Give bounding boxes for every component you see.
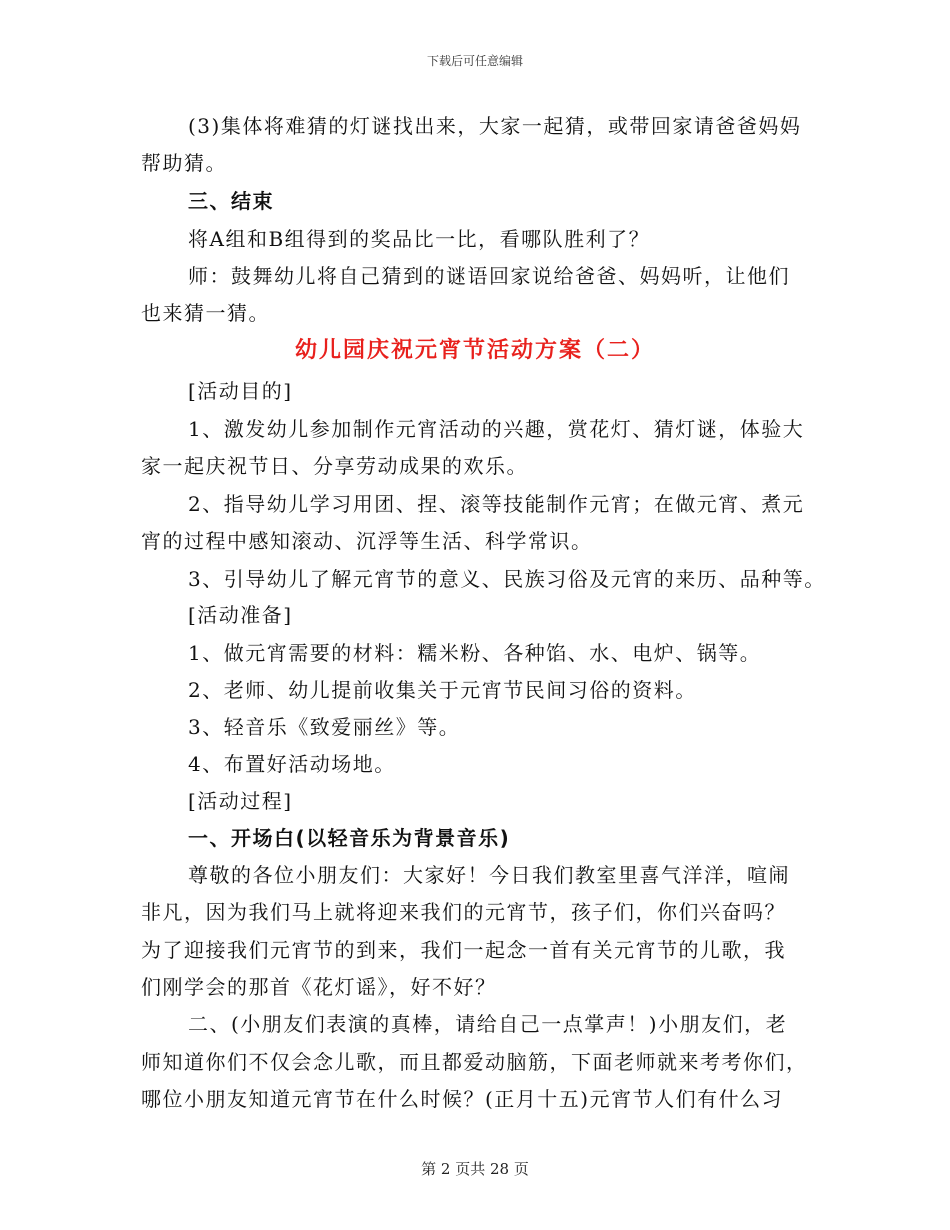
goal-1-line-1: 1、激发幼儿参加制作元宵活动的兴趣，赏花灯、猜灯谜，体验大 xyxy=(188,417,805,441)
compare-line: 将A组和B组得到的奖品比一比，看哪队胜利了？ xyxy=(188,227,651,251)
prep-heading: [活动准备] xyxy=(188,603,293,627)
step-1-line-1: 尊敬的各位小朋友们：大家好！今日我们教室里喜气洋洋，喧闹 xyxy=(188,863,790,887)
step-1-line-2: 非凡，因为我们马上就将迎来我们的元宵节，孩子们，你们兴奋吗？ xyxy=(141,900,786,924)
item-3-line-1: (3)集体将难猜的灯谜找出来，大家一起猜，或带回家请爸爸妈妈 xyxy=(188,114,802,138)
process-heading: [活动过程] xyxy=(188,789,293,813)
document-title: 幼儿园庆祝元宵节活动方案（二） xyxy=(294,338,655,363)
goal-1-line-2: 家一起庆祝节日、分享劳动成果的欢乐。 xyxy=(141,454,528,478)
item-3-line-2: 帮助猜。 xyxy=(141,151,227,175)
prep-item-2: 2、老师、幼儿提前收集关于元宵节民间习俗的资料。 xyxy=(188,678,697,702)
prep-item-4: 4、布置好活动场地。 xyxy=(188,752,396,776)
teacher-line-2: 也来猜一猜。 xyxy=(141,301,270,325)
goal-2-line-1: 2、指导幼儿学习用团、捏、滚等技能制作元宵；在做元宵、煮元 xyxy=(188,492,805,516)
teacher-line-1: 师：鼓舞幼儿将自己猜到的谜语回家说给爸爸、妈妈听，让他们 xyxy=(188,264,790,288)
goal-3: 3、引导幼儿了解元宵节的意义、民族习俗及元宵的来历、品种等。 xyxy=(188,567,826,591)
page-footer: 第 2 页共 28 页 xyxy=(421,1160,529,1178)
step-2-line-1: 二、(小朋友们表演的真棒，请给自己一点掌声！)小朋友们，老 xyxy=(188,1012,788,1036)
step-2-line-2: 师知道你们不仅会念儿歌，而且都爱动脑筋，下面老师就来考考你们， xyxy=(141,1050,808,1074)
goals-heading: [活动目的] xyxy=(188,379,293,403)
step-1-heading: 一、开场白(以轻音乐为背景音乐) xyxy=(188,826,511,850)
section-heading-end: 三、结束 xyxy=(188,189,274,213)
step-1-line-3: 为了迎接我们元宵节的到来，我们一起念一首有关元宵节的儿歌，我 xyxy=(141,938,786,962)
page-header-note: 下载后可任意编辑 xyxy=(426,54,523,68)
step-1-line-4: 们刚学会的那首《花灯谣》，好不好？ xyxy=(141,975,497,999)
prep-item-1: 1、做元宵需要的材料：糯米粉、各种馅、水、电炉、锅等。 xyxy=(188,641,762,665)
step-2-line-3: 哪位小朋友知道元宵节在什么时候？(正月十五)元宵节人们有什么习 xyxy=(141,1087,784,1111)
goal-2-line-2: 宵的过程中感知滚动、沉浮等生活、科学常识。 xyxy=(141,529,593,553)
prep-item-3: 3、轻音乐《致爱丽丝》等。 xyxy=(188,715,461,739)
